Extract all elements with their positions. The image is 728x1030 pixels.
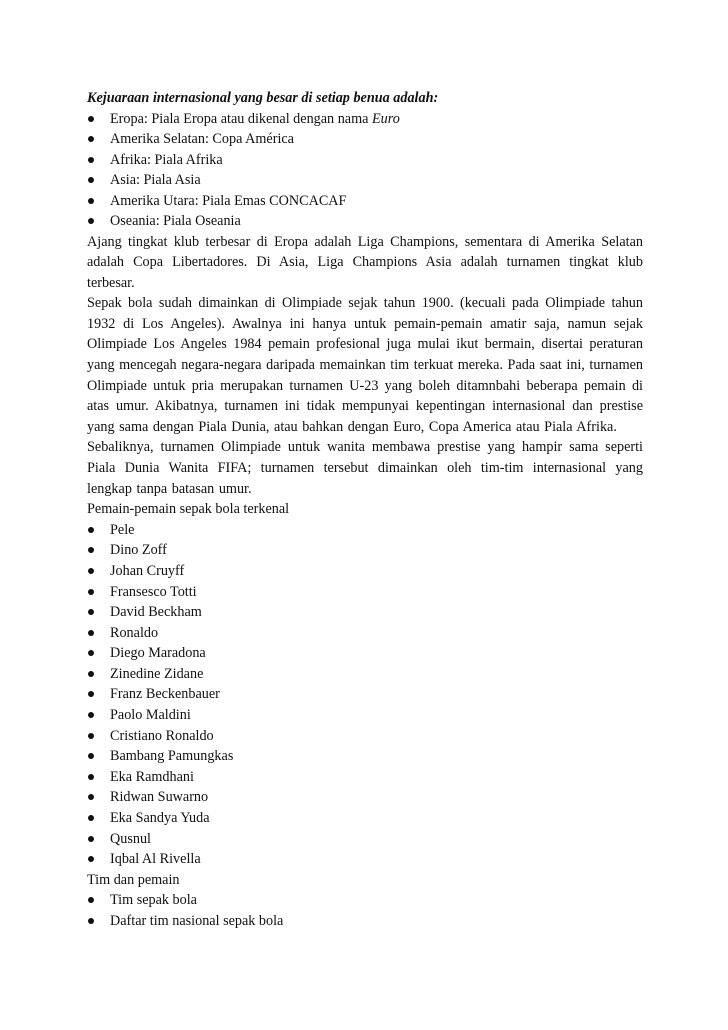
bullet-icon (88, 198, 94, 204)
list-item (87, 540, 643, 561)
list-item (87, 787, 643, 808)
player-name: Bambang Pamungkas (110, 748, 234, 765)
team-link-text: Tim sepak bola (110, 892, 197, 909)
list-item (87, 602, 643, 623)
player-name: Ronaldo (110, 624, 159, 641)
player-name: Cristiano Ronaldo (110, 727, 214, 744)
player-name: Pele (110, 521, 135, 538)
list-item (87, 849, 643, 870)
bullet-icon (88, 650, 94, 656)
list-item (87, 150, 643, 171)
bullet-icon (88, 527, 94, 533)
list-item (87, 890, 643, 911)
list-item-text: Asia: Piala Asia (110, 172, 201, 188)
bullet-icon (88, 774, 94, 780)
list-item (87, 520, 643, 541)
document-page (87, 88, 643, 931)
bullet-icon (88, 753, 94, 759)
list-item (87, 643, 643, 664)
player-name: Iqbal Al Rivella (110, 851, 201, 868)
womens-olympics-paragraph: Sebaliknya, turnamen Olimpiade untuk wanita membawa prestise yang hampir sama seperti Piala Dunia Wanita FIFA; turnamen tersebut dimainkan oleh tim-tim internasional yang lengkap tanpa batasan umur. (87, 439, 643, 497)
bullet-icon (88, 815, 94, 821)
list-item-text: Oseania: Piala Oseania (110, 213, 241, 229)
continental-championships-heading: Kejuaraan internasional yang besar di setiap benua adalah: (87, 90, 439, 106)
list-item-text: Amerika Selatan: Copa América (110, 131, 294, 147)
bullet-icon (88, 794, 94, 800)
list-item (87, 129, 643, 150)
bullet-icon (88, 712, 94, 718)
bullet-icon (88, 116, 94, 122)
olympics-paragraph: Sepak bola sudah dimainkan di Olimpiade sejak tahun 1900. (kecuali pada Olimpiade tahun 1932 di Los Angeles). Awalnya ini hanya untuk pemain-pemain amatir saja, namun sejak Olimpiade Los Angeles 1984 pemain profesional juga mulai ikut bermain, disertai peraturan yang mencegah negara-negara daripada memainkan tim terkuat mereka. Pada saat ini, turnamen Olimpiade untuk pria merupakan turnamen U-23 yang boleh ditamnbahi beberapa pemain di atas umur. Akibatnya, turnamen ini tidak mempunyai kepentingan internasional dan prestise yang sama dengan Piala Dunia, atau bahkan dengan Euro, Copa America atau Piala Afrika. (87, 295, 643, 435)
player-name: Diego Maradona (110, 645, 206, 662)
list-item-text: Eropa: Piala Eropa atau dikenal dengan nama (110, 110, 372, 127)
teams-heading: Tim dan pemain (87, 871, 180, 888)
player-name: David Beckham (110, 604, 202, 621)
list-item (87, 109, 643, 130)
bullet-icon (88, 589, 94, 595)
list-item (87, 191, 643, 212)
bullet-icon (88, 918, 94, 924)
list-item (87, 561, 643, 582)
team-link-text: Daftar tim nasional sepak bola (110, 912, 284, 929)
player-name: Zinedine Zidane (110, 665, 204, 682)
list-item-text: Afrika: Piala Afrika (110, 151, 223, 168)
list-item (87, 829, 643, 850)
bullet-icon (88, 609, 94, 615)
list-item (87, 170, 643, 191)
list-item (87, 746, 643, 767)
player-name: Qusnul (110, 830, 151, 847)
list-item (87, 211, 643, 232)
bullet-icon (88, 897, 94, 903)
list-item (87, 705, 643, 726)
player-name: Fransesco Totti (110, 583, 197, 600)
list-item (87, 582, 643, 603)
player-name: Ridwan Suwarno (110, 789, 209, 806)
player-name: Eka Sandya Yuda (110, 810, 210, 827)
bullet-icon (88, 856, 94, 862)
list-item (87, 684, 643, 705)
bullet-icon (88, 671, 94, 677)
player-name: Dino Zoff (110, 542, 167, 559)
player-name: Franz Beckenbauer (110, 686, 220, 703)
list-item (87, 911, 643, 932)
bullet-icon (88, 218, 94, 224)
club-championships-paragraph: Ajang tingkat klub terbesar di Eropa adalah Liga Champions, sementara di Amerika Selatan adalah Copa Libertadores. Di Asia, Liga Champions Asia adalah turnamen tingkat klub terbesar. (87, 233, 643, 291)
continental-championships-list (87, 109, 643, 232)
player-name: Eka Ramdhani (110, 768, 194, 785)
list-item (87, 726, 643, 747)
bullet-icon (88, 691, 94, 697)
bullet-icon (88, 547, 94, 553)
list-item (87, 767, 643, 788)
famous-players-heading: Pemain-pemain sepak bola terkenal (87, 501, 290, 518)
bullet-icon (88, 136, 94, 142)
bullet-icon (88, 836, 94, 842)
list-item-text: Amerika Utara: Piala Emas CONCACAF (110, 192, 347, 209)
player-name: Paolo Maldini (110, 707, 191, 724)
list-item (87, 623, 643, 644)
teams-list (87, 890, 643, 931)
bullet-icon (88, 157, 94, 163)
list-item (87, 664, 643, 685)
bullet-icon (88, 177, 94, 183)
list-item (87, 808, 643, 829)
famous-players-list (87, 520, 643, 870)
bullet-icon (88, 733, 94, 739)
player-name: Johan Cruyff (110, 562, 185, 579)
bullet-icon (88, 630, 94, 636)
bullet-icon (88, 568, 94, 574)
list-item-emphasis: Euro (371, 110, 400, 127)
